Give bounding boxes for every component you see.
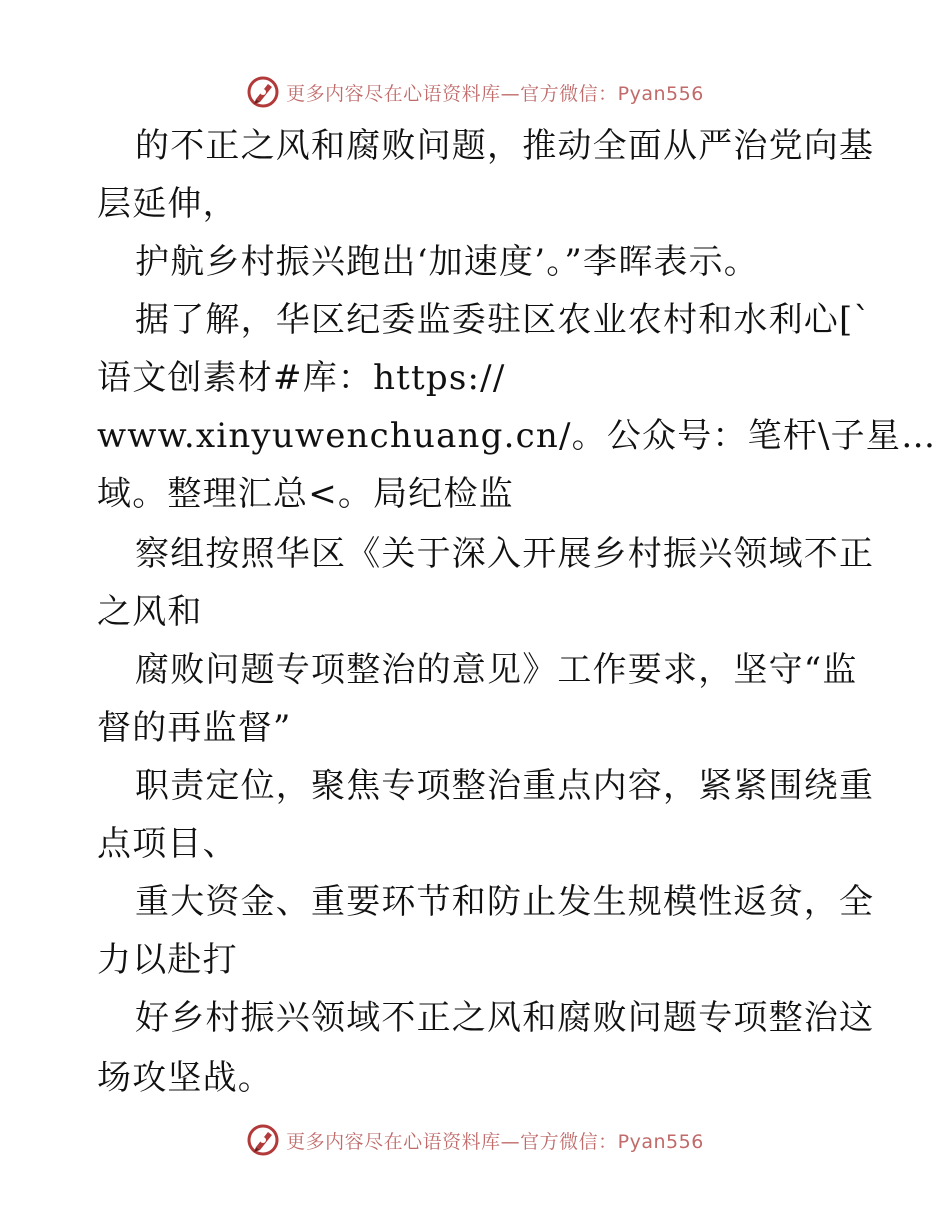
paragraph-line: 之风和 (97, 592, 203, 632)
paragraph-line: 域。整理汇总<。局纪检监 (97, 474, 514, 514)
paragraph-line: 场攻坚战。 (97, 1058, 273, 1098)
paragraph-line: 据了解，华区纪委监委驻区农业农村和水利心[` (135, 300, 872, 340)
paragraph-line: 职责定位，聚焦专项整治重点内容，紧紧围绕重 (135, 766, 875, 806)
paragraph-line: 力以赴打 (97, 940, 238, 980)
paragraph-line: 腐败问题专项整治的意见》工作要求，坚守“监 (135, 650, 858, 690)
paragraph-line: 的不正之风和腐败问题，推动全面从严治党向基 (135, 126, 875, 166)
paragraph-line: 语文创素材#库：https:// (97, 358, 506, 398)
pen-logo-icon (246, 1123, 280, 1157)
paragraph-line: 督的再监督” (97, 708, 292, 748)
paragraph-line: www.xinyuwenchuang.cn/。公众号：笔杆\子星… (97, 416, 937, 456)
paragraph-line: 重大资金、重要环节和防止发生规模性返贫，全 (135, 882, 875, 922)
paragraph-line: 护航乡村振兴跑出‘加速度’。”李晖表示。 (135, 242, 759, 282)
footer-banner-text: 更多内容尽在心语资料库—官方微信：Pyan556 (286, 1130, 704, 1153)
pen-logo-icon (246, 75, 280, 109)
paragraph-line: 好乡村振兴领域不正之风和腐败问题专项整治这 (135, 998, 875, 1038)
header-banner (0, 72, 950, 112)
paragraph-line: 察组按照华区《关于深入开展乡村振兴领域不正 (135, 534, 875, 574)
footer-banner (0, 1120, 950, 1160)
paragraph-line: 点项目、 (97, 824, 238, 864)
header-banner-text: 更多内容尽在心语资料库—官方微信：Pyan556 (286, 82, 704, 105)
paragraph-line: 层延伸， (97, 184, 238, 224)
